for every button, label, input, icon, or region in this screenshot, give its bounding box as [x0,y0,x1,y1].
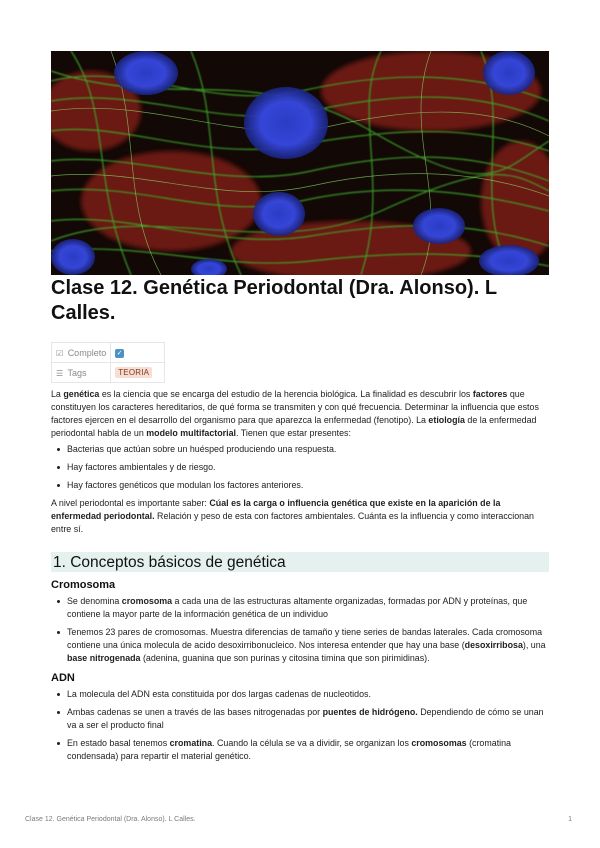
list-item: Hay factores genéticos que modulan los factores anteriores. [67,479,549,492]
list-item: En estado basal tenemos cromatina. Cuando la célula se va a dividir, se organizan los cromosomas (cromatina condensada) para repartir el material genético. [67,737,549,763]
intro-bullet-list [51,443,549,492]
properties-table [51,342,165,383]
cromosoma-bullet-list [51,595,549,665]
list-item: Ambas cadenas se unen a través de las bases nitrogenadas por puentes de hidrógeno. Dependiendo de cómo se unan va a ser el producto final [67,706,549,732]
subheading-adn: ADN [51,672,75,684]
page-title: Clase 12. Genética Periodontal (Dra. Alonso). L Calles. [51,277,497,324]
page-content [51,388,549,768]
tag-badge[interactable]: TEORIA [115,367,152,378]
adn-bullet-list [51,688,549,763]
property-label-tags: Tags [67,367,87,378]
property-row-tags [52,363,165,383]
footer-title: Clase 12. Genética Periodontal (Dra. Alonso). L Calles. [25,816,196,823]
property-row-completo [52,343,165,363]
list-item: La molecula del ADN esta constituida por dos largas cadenas de nucleotidos. [67,688,549,701]
list-item: Bacterias que actúan sobre un huésped produciendo una respuesta. [67,443,549,456]
page-footer [25,816,572,823]
completo-checkbox[interactable]: ✓ [116,350,123,357]
list-property-icon: ☰ [56,368,64,378]
cell-micrograph-image [51,51,549,275]
list-item: Tenemos 23 pares de cromosomas. Muestra diferencias de tamaño y tiene series de bandas laterales. Cada cromosoma contiene una única molecula de acido desoxirribonucleico. Nos interesa entender que hay una base (desoxirribosa), una base nitrogenada (adenina, guanina que son purinas y citosina timina que son pirimidinas). [67,626,549,665]
subheading-cromosoma: Cromosoma [51,579,116,591]
property-label-completo: Completo [67,347,107,358]
list-item: Se denomina cromosoma a cada una de las estructuras altamente organizadas, formadas por ADN y proteínas, que contiene la mayor parte de la información genética de un individuo [67,595,549,621]
intro-paragraph: La genética es la ciencia que se encarga del estudio de la herencia biológica. La finalidad es descubrir los factores que constituyen los caracteres hereditarios, de qué forma se transmiten y con qué frecuencia. Determinar la influencia que estos factores ejercen en el desarrollo del organismo para que aparezca la enfermedad (fenotipo). La etiología de la enfermedad periodontal habla de un modelo multifactorial. Tienen que estar presentes: [51,389,539,438]
section-heading-conceptos: 1. Conceptos básicos de genética [51,552,549,572]
periodontal-paragraph: A nivel periodontal es importante saber: Cúal es la carga o influencia genética que existe en la aparición de la enfermedad periodontal. Relación y peso de esta con factores ambientales. Cuánta es la influencia y como interaccionan entre sí. [51,498,534,534]
cover-image [51,51,549,275]
page-number: 1 [568,816,572,823]
checkbox-property-icon: ☑ [56,348,64,358]
list-item: Hay factores ambientales y de riesgo. [67,461,549,474]
